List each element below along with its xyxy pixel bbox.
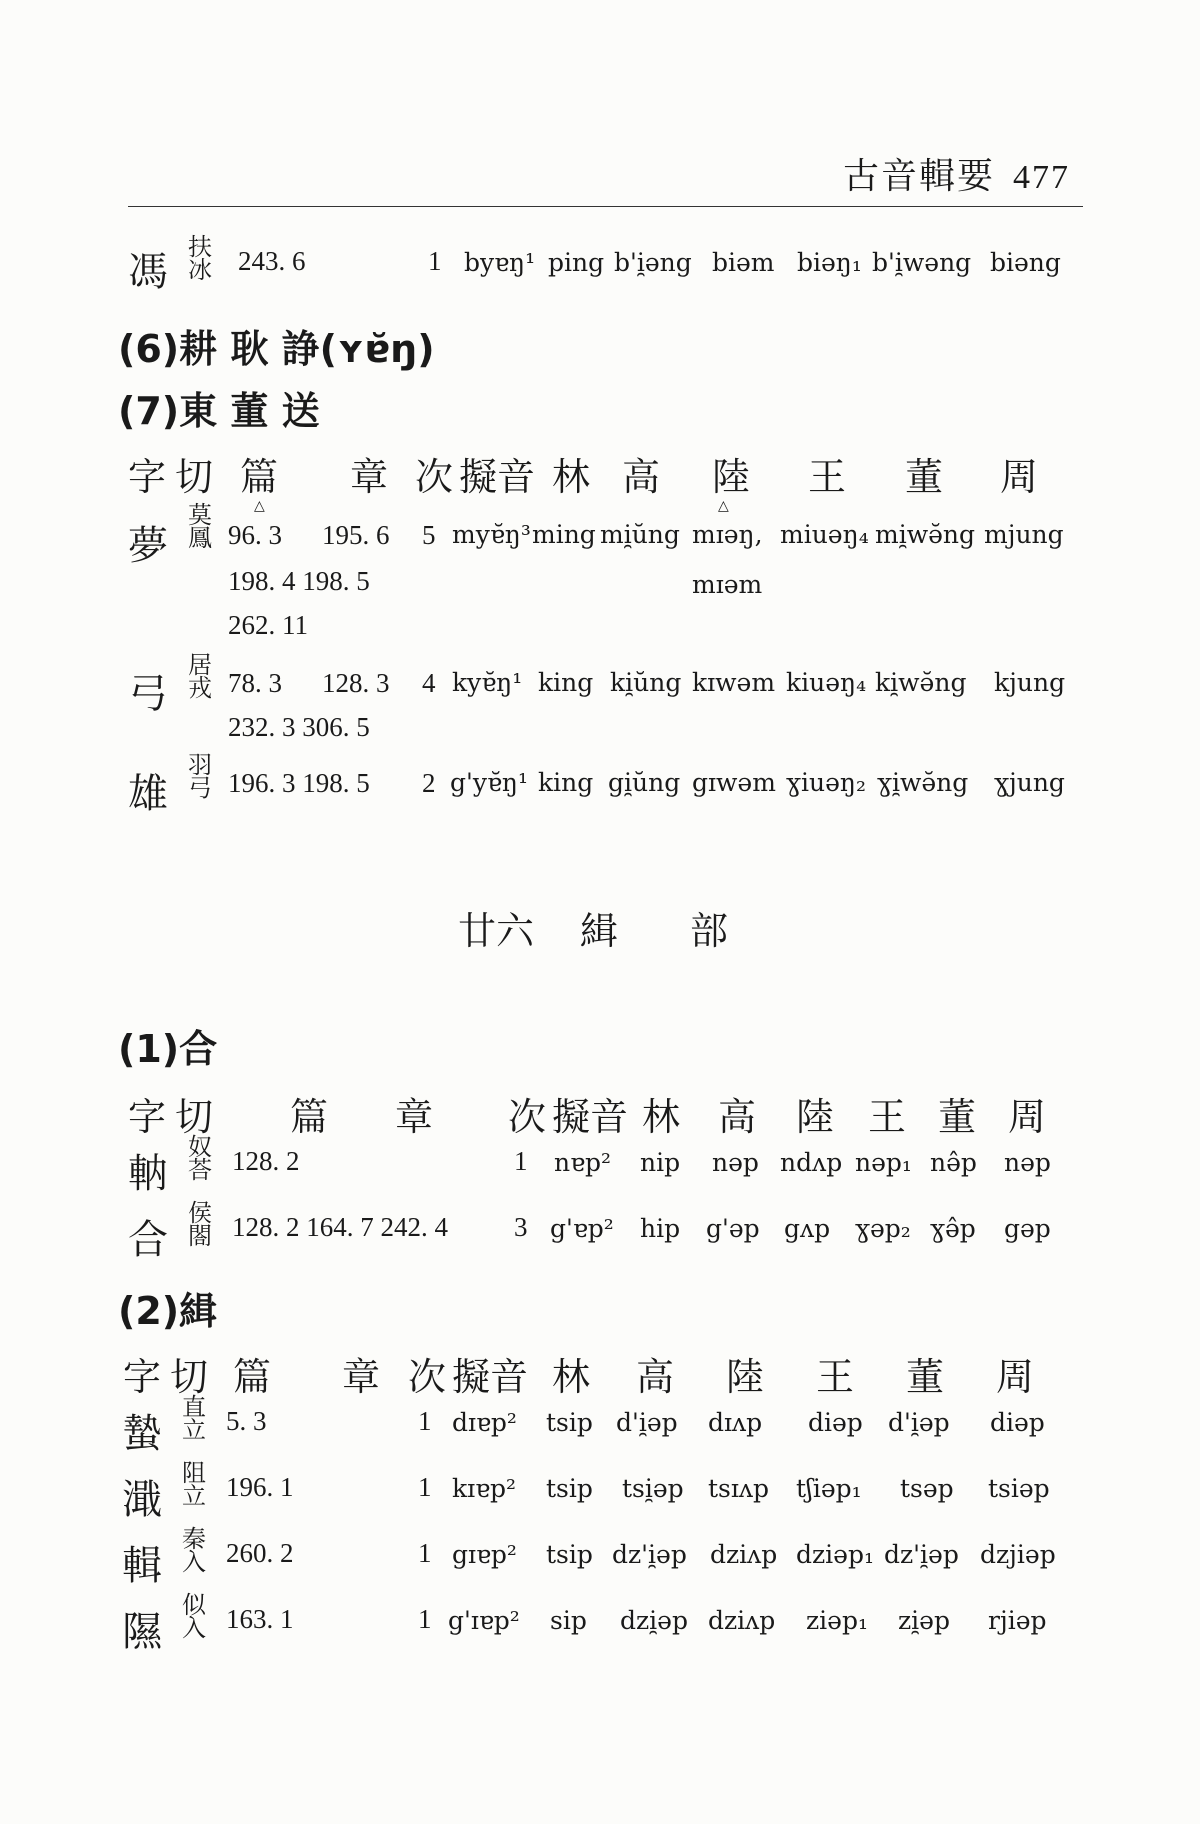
- lu: tsɪʌp: [708, 1474, 769, 1503]
- zhou: tsiəp: [988, 1474, 1050, 1503]
- gao: d'i̯əp: [616, 1408, 678, 1437]
- entry-char: 夢: [128, 523, 168, 569]
- col-zhang: 章: [342, 1355, 381, 1399]
- gao: b'i̯əng: [614, 248, 692, 277]
- col-pian: 篇: [240, 455, 279, 499]
- col-wang: 王: [816, 1355, 855, 1399]
- section-7-label: (7)東 董 送: [118, 389, 320, 433]
- header-rule: [128, 206, 1083, 207]
- ni-yin: kyɐ̆ŋ¹: [452, 668, 523, 697]
- wang: miuəŋ₄: [780, 520, 869, 549]
- ni-yin: nɐp²: [554, 1148, 612, 1177]
- gao: dzi̯əp: [620, 1606, 688, 1635]
- col-dong: 董: [938, 1095, 977, 1139]
- ni-yin: g'ɪɐp²: [448, 1606, 520, 1635]
- dong: b'i̯wəng: [872, 248, 972, 277]
- refs: 96. 3: [228, 520, 282, 550]
- lu: gɪwəm: [692, 768, 776, 797]
- part-name: 緝: [580, 909, 619, 953]
- ci: 1: [418, 1604, 432, 1634]
- col-pian: 篇: [290, 1095, 329, 1139]
- ci: 3: [514, 1212, 528, 1242]
- column-header-row: [0, 446, 1200, 506]
- lu: gʌp: [784, 1214, 831, 1243]
- dong: dz'i̯əp: [884, 1540, 959, 1569]
- fanqie: 羽 弓: [188, 751, 212, 802]
- entry-char: 濈: [122, 1477, 162, 1523]
- fanqie: 侯 閤: [188, 1199, 212, 1250]
- ci: 5: [422, 520, 436, 550]
- ni-yin: byɐŋ¹: [464, 248, 536, 277]
- col-lin: 林: [642, 1095, 681, 1139]
- lin: king: [538, 768, 594, 797]
- col-gao: 高: [622, 455, 661, 499]
- zhou: biəng: [990, 248, 1061, 277]
- entry-char: 輯: [122, 1543, 162, 1589]
- gao: mi̯ŭng: [600, 520, 680, 549]
- table-row: [0, 1525, 1200, 1592]
- col-zhou: 周: [996, 1355, 1035, 1399]
- refs: 196. 1: [226, 1472, 294, 1502]
- col-lu: 陸: [726, 1355, 765, 1399]
- part-number: 廿六: [458, 909, 535, 953]
- section-6-label: (6)耕 耿 諍(ʏɐ̆ŋ): [118, 327, 435, 371]
- refs-continued: 232. 3 306. 5: [228, 712, 370, 742]
- lu: mɪəŋ,: [692, 520, 763, 549]
- refs: 78. 3: [228, 668, 282, 698]
- gao: gi̯ŭng: [608, 768, 681, 797]
- col-lin: 林: [552, 455, 591, 499]
- refs-continued: 262. 11: [228, 610, 308, 640]
- section-1-label: (1)合: [118, 1027, 218, 1071]
- dong: ki̯wə̆ng: [875, 668, 967, 697]
- col-lin: 林: [552, 1355, 591, 1399]
- col-ni: 擬音: [552, 1095, 629, 1139]
- gao: nəp: [712, 1148, 759, 1177]
- column-header-row: [0, 1086, 1200, 1146]
- col-qie: 切: [175, 455, 214, 499]
- zhou: gəp: [1004, 1214, 1051, 1243]
- fanqie: 直 立: [182, 1393, 206, 1444]
- ni-yin: dɪɐp²: [452, 1408, 517, 1437]
- zhou: diəp: [990, 1408, 1045, 1437]
- refs-zhang: 195. 6: [322, 520, 390, 550]
- col-zhang: 章: [350, 455, 389, 499]
- col-dong: 董: [906, 1355, 945, 1399]
- fanqie: 扶 冰: [188, 233, 212, 284]
- wang: diəp: [808, 1408, 863, 1437]
- refs: 5. 3: [226, 1406, 267, 1436]
- wang: nəp₁: [855, 1148, 912, 1177]
- col-ci: 次: [508, 1095, 547, 1139]
- ni-yin: gɪɐp²: [452, 1540, 517, 1569]
- ci: 2: [422, 768, 436, 798]
- wang: biəŋ₁: [797, 248, 862, 277]
- dong: ɣi̯wə̆ng: [877, 768, 969, 797]
- wang: kiuəŋ₄: [786, 668, 867, 697]
- triangle-mark: △: [718, 498, 729, 514]
- col-zi: 字: [128, 1095, 167, 1139]
- zhou: mjung: [984, 520, 1064, 549]
- section-2-label: (2)緝: [118, 1289, 218, 1333]
- col-gao: 高: [636, 1355, 675, 1399]
- running-head: [843, 148, 1070, 199]
- fanqie: 似 入: [182, 1591, 206, 1642]
- lin: sip: [550, 1606, 587, 1635]
- wang: dziəp₁: [796, 1540, 874, 1569]
- lin: tsip: [546, 1540, 593, 1569]
- dong: ɣə̂p: [930, 1214, 976, 1243]
- ci: 1: [418, 1538, 432, 1568]
- col-ci: 次: [415, 455, 454, 499]
- lin: tsip: [546, 1474, 593, 1503]
- lin: hip: [640, 1214, 681, 1243]
- col-ni: 擬音: [459, 455, 536, 499]
- zhou: kjung: [994, 668, 1066, 697]
- zhou: dzjiəp: [980, 1540, 1056, 1569]
- col-qie: 切: [170, 1355, 209, 1399]
- col-dong: 董: [905, 455, 944, 499]
- table-row: [0, 498, 1200, 572]
- fanqie: 秦 入: [182, 1525, 206, 1576]
- lin: ping: [548, 248, 605, 277]
- col-zhou: 周: [1000, 455, 1039, 499]
- dong: zi̯əp: [898, 1606, 950, 1635]
- wang: tʃiəp₁: [796, 1474, 862, 1503]
- wang: ziəp₁: [806, 1606, 868, 1635]
- part-suffix: 部: [690, 909, 729, 953]
- page-number: 477: [1013, 159, 1070, 196]
- ci: 1: [514, 1146, 528, 1176]
- refs: 196. 3 198. 5: [228, 768, 370, 798]
- col-wang: 王: [868, 1095, 907, 1139]
- col-lu: 陸: [712, 455, 751, 499]
- dong: mi̯wə̆ng: [875, 520, 975, 549]
- ni-yin: kɪɐp²: [452, 1474, 517, 1503]
- fanqie: 奴 荅: [188, 1133, 212, 1184]
- gao: ki̯ŭng: [610, 668, 682, 697]
- col-zhang: 章: [395, 1095, 434, 1139]
- ci: 1: [428, 246, 442, 276]
- table-row: [0, 1393, 1200, 1460]
- ni-yin: myɐ̆ŋ³: [452, 520, 531, 549]
- dong: d'i̯əp: [888, 1408, 950, 1437]
- refs: 260. 2: [226, 1538, 294, 1568]
- zhou: ɣjung: [994, 768, 1065, 797]
- fanqie: 阻 立: [182, 1459, 206, 1510]
- wang: ɣəp₂: [855, 1214, 911, 1243]
- col-pian: 篇: [233, 1355, 272, 1399]
- entry-char: 弓: [128, 671, 168, 717]
- entry-char: 蟄: [122, 1411, 162, 1457]
- lin: tsip: [546, 1408, 593, 1437]
- table-row: [0, 651, 1200, 720]
- col-zhou: 周: [1008, 1095, 1047, 1139]
- refs: 163. 1: [226, 1604, 294, 1634]
- entry-char: 軜: [128, 1151, 168, 1197]
- table-row: [0, 233, 1200, 300]
- lin: nip: [640, 1148, 681, 1177]
- zhou: rjiəp: [988, 1606, 1047, 1635]
- entry-char: 合: [128, 1217, 168, 1263]
- refs: 128. 2 164. 7 242. 4: [232, 1212, 448, 1242]
- refs-continued: 198. 4 198. 5: [228, 566, 370, 596]
- refs: 128. 2: [232, 1146, 300, 1176]
- entry-char: 雄: [128, 771, 168, 817]
- lu-alt: mɪəm: [692, 570, 763, 599]
- ni-yin: g'ɐp²: [550, 1214, 614, 1243]
- col-qie: 切: [175, 1095, 214, 1139]
- lu: dziʌp: [708, 1606, 776, 1635]
- lu: biəm: [712, 248, 775, 277]
- fanqie: 莫 鳳: [188, 501, 212, 552]
- dong: tsəp: [900, 1474, 954, 1503]
- gao: g'əp: [706, 1214, 760, 1243]
- entry-char: 馮: [128, 249, 168, 295]
- table-row: [0, 751, 1200, 820]
- col-ni: 擬音: [452, 1355, 529, 1399]
- gao: tsi̯əp: [622, 1474, 684, 1503]
- lu: dziʌp: [710, 1540, 778, 1569]
- col-wang: 王: [808, 455, 847, 499]
- zhou: nəp: [1004, 1148, 1051, 1177]
- wang: ɣiuəŋ₂: [786, 768, 866, 797]
- lu: kɪwəm: [692, 668, 776, 697]
- header-title: 古音輯要: [842, 156, 995, 197]
- col-zi: 字: [128, 455, 167, 499]
- lin: ming: [532, 520, 596, 549]
- fanqie: 居 戎: [188, 651, 212, 702]
- table-row: [0, 1199, 1200, 1266]
- table-row: [0, 1591, 1200, 1658]
- col-ci: 次: [408, 1355, 447, 1399]
- refs-zhang: 128. 3: [322, 668, 390, 698]
- dong: nə̂p: [930, 1148, 977, 1177]
- gao: dz'i̯əp: [612, 1540, 687, 1569]
- refs: 243. 6: [238, 246, 306, 276]
- lu: ndʌp: [780, 1148, 843, 1177]
- entry-char: 隰: [122, 1609, 162, 1655]
- ci: 4: [422, 668, 436, 698]
- lu: dɪʌp: [708, 1408, 763, 1437]
- ci: 1: [418, 1472, 432, 1502]
- lin: king: [538, 668, 594, 697]
- ni-yin: g'yɐ̆ŋ¹: [450, 768, 529, 797]
- col-zi: 字: [123, 1355, 162, 1399]
- triangle-mark: △: [254, 498, 265, 514]
- col-gao: 高: [718, 1095, 757, 1139]
- table-row: [0, 1459, 1200, 1526]
- ci: 1: [418, 1406, 432, 1436]
- table-row: [0, 1133, 1200, 1200]
- col-lu: 陸: [796, 1095, 835, 1139]
